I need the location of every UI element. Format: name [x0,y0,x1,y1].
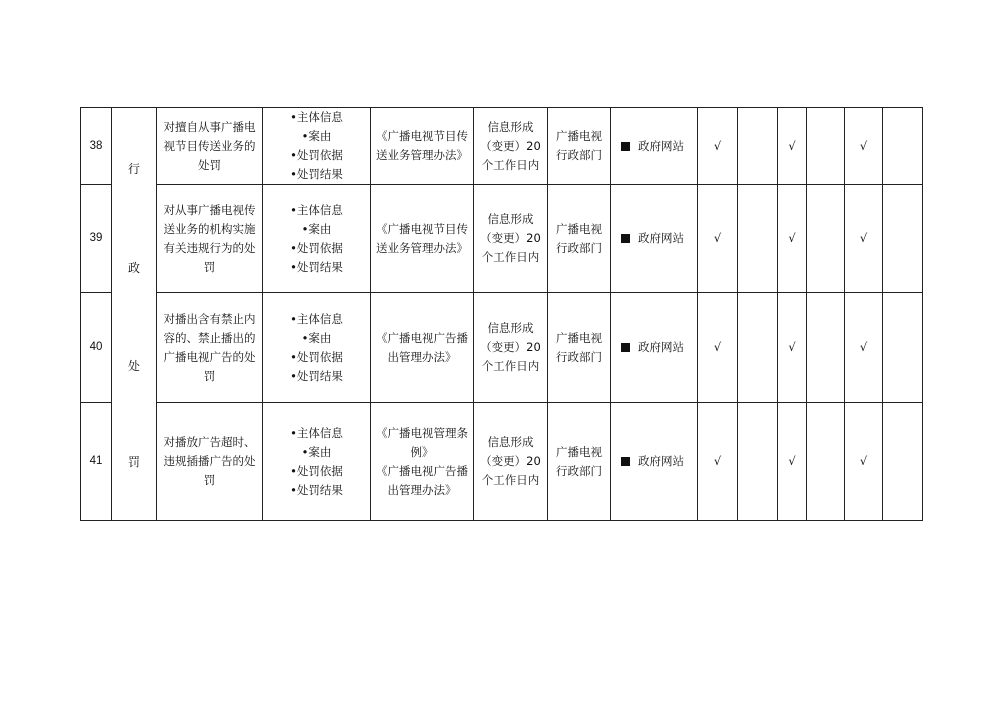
subject-cell [548,108,611,185]
check-mark: √ [859,454,868,468]
mark-cell [845,185,883,293]
check-mark: √ [713,454,722,468]
basis-cell [371,108,474,185]
subject: 广播电视行政部门 [556,444,602,478]
category-char: 罚 [127,455,140,469]
content-item: •案由 [301,444,332,459]
mark-cell [698,293,738,403]
deadline-cell [474,403,548,521]
check-mark: √ [859,340,868,354]
row-number: 39 [89,232,103,244]
check-mark: √ [713,231,722,245]
content-list [290,310,343,386]
table-row [81,293,923,403]
mark-cell [807,185,845,293]
content-item: •处罚结果 [290,259,343,274]
category-char: 政 [127,261,140,275]
content-list [290,201,343,277]
black-square-icon [621,343,630,352]
item-name: 对擅自从事广播电视节目传送业务的处罚 [163,119,256,172]
basis-cell [371,403,474,521]
mark-cell [883,108,923,185]
mark-cell [778,108,807,185]
black-square-icon [621,142,630,151]
deadline: 信息形成（变更）20个工作日内 [480,321,541,373]
content-item: •处罚依据 [290,148,343,162]
table-row [81,108,923,185]
content-item: •案由 [301,129,332,143]
category-char: 行 [127,162,140,176]
black-square-icon [621,234,630,243]
basis-cell [371,185,474,293]
channel: 政府网站 [638,231,684,245]
mark-cell [698,108,738,185]
content-item: •案由 [301,330,332,345]
content-cell [263,108,371,185]
item-name-cell [157,403,263,521]
content-item: •处罚结果 [290,482,343,497]
check-mark: √ [788,138,796,153]
check-mark: √ [859,231,868,245]
category-cell [112,108,157,521]
mark-cell [807,108,845,185]
row-number-cell [81,185,112,293]
content-item: •处罚依据 [290,240,343,255]
row-number-cell [81,293,112,403]
basis-item: 《广播电视广告播出管理办法》 [376,463,468,497]
channel-cell [611,108,698,185]
subject-cell [548,185,611,293]
deadline-cell [474,185,548,293]
content-list [290,108,343,184]
basis-item: 《广播电视节目传送业务管理办法》 [376,221,468,255]
item-name-cell [157,293,263,403]
content-item: •案由 [301,221,332,236]
mark-cell [845,293,883,403]
table-body [81,108,923,521]
mark-cell [738,108,778,185]
mark-cell [778,403,807,521]
check-mark: √ [788,454,796,468]
table-row [81,185,923,293]
category-char: 处 [127,359,140,373]
content-item: •处罚结果 [290,167,343,181]
check-mark: √ [788,231,796,245]
content-list [290,424,343,500]
mark-cell [738,293,778,403]
black-square-icon [621,457,630,466]
basis-cell [371,293,474,403]
mark-cell [738,185,778,293]
content-item: •主体信息 [290,202,343,217]
mark-cell [778,185,807,293]
penalty-disclosure-table [80,107,923,521]
mark-cell [807,403,845,521]
subject: 广播电视行政部门 [556,221,602,255]
item-name-cell [157,185,263,293]
subject: 广播电视行政部门 [556,330,602,364]
mark-cell [845,403,883,521]
content-item: •主体信息 [290,110,343,124]
mark-cell [738,403,778,521]
mark-cell [845,108,883,185]
item-name: 对播出含有禁止内容的、禁止播出的广播电视广告的处罚 [163,311,256,383]
channel-cell [611,185,698,293]
item-name: 对从事广播电视传送业务的机构实施有关违规行为的处罚 [163,202,256,274]
deadline-cell [474,293,548,403]
mark-cell [698,185,738,293]
mark-cell [883,293,923,403]
row-number-cell [81,108,112,185]
content-item: •处罚依据 [290,349,343,364]
check-mark: √ [788,340,796,354]
mark-cell [883,185,923,293]
channel: 政府网站 [638,138,684,153]
check-mark: √ [713,138,722,153]
basis-item: 《广播电视节目传送业务管理办法》 [376,129,468,162]
basis-item: 《广播电视管理条例》 [376,425,468,459]
mark-cell [807,293,845,403]
content-item: •主体信息 [290,311,343,326]
deadline-cell [474,108,548,185]
mark-cell [883,403,923,521]
channel: 政府网站 [638,340,684,354]
content-cell [263,403,371,521]
content-item: •处罚依据 [290,463,343,478]
content-item: •主体信息 [290,425,343,440]
subject-cell [548,293,611,403]
item-name-cell [157,108,263,185]
deadline: 信息形成（变更）20个工作日内 [480,435,541,487]
basis-item: 《广播电视广告播出管理办法》 [376,330,468,364]
mark-cell [698,403,738,521]
check-mark: √ [713,340,722,354]
mark-cell [778,293,807,403]
table-row [81,403,923,521]
channel-cell [611,403,698,521]
subject: 广播电视行政部门 [556,129,602,162]
content-cell [263,185,371,293]
row-number: 38 [89,139,103,152]
content-cell [263,293,371,403]
content-item: •处罚结果 [290,368,343,383]
deadline: 信息形成（变更）20个工作日内 [480,119,541,172]
row-number-cell [81,403,112,521]
channel: 政府网站 [638,454,684,468]
channel-cell [611,293,698,403]
item-name: 对播放广告超时、违规插播广告的处罚 [163,435,256,487]
deadline: 信息形成（变更）20个工作日内 [480,212,541,264]
row-number: 40 [89,341,103,353]
subject-cell [548,403,611,521]
check-mark: √ [859,138,868,153]
row-number: 41 [89,455,103,467]
